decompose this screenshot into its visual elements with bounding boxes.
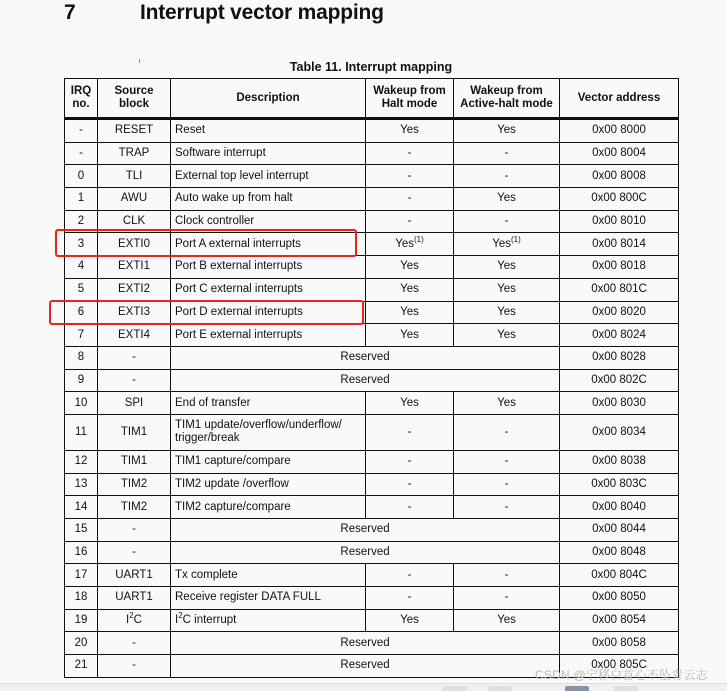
toolbar-button[interactable] [565,686,589,691]
cell-wakeup-active-halt: Yes [454,324,560,347]
cell-vector: 0x00 8034 [560,414,679,450]
cell-irq: 14 [65,496,98,519]
cell-description: Receive register DATA FULL [171,587,366,610]
cell-wakeup-halt: - [366,496,454,519]
cell-vector: 0x00 8048 [560,541,679,564]
table-row [65,210,679,233]
cell-description: TIM2 update /overflow [171,473,366,496]
cell-vector: 0x00 8028 [560,346,679,369]
section-number: 7 [64,1,76,24]
cell-source: UART1 [98,564,171,587]
cell-vector: 0x00 803C [560,473,679,496]
table-row-reserved [65,369,679,392]
cell-vector: 0x00 8024 [560,324,679,347]
cell-wakeup-active-halt: - [454,473,560,496]
cell-wakeup-halt: - [366,473,454,496]
cell-source: EXTI1 [98,256,171,279]
table-row-exti3 [65,301,679,324]
cell-vector: 0x00 8008 [560,165,679,188]
cell-reserved: Reserved [171,632,560,655]
cell-source: EXTI4 [98,324,171,347]
cell-wakeup-halt: - [366,414,454,450]
cell-description: Tx complete [171,564,366,587]
header-irq-no: IRQ no. [65,79,98,119]
cell-wakeup-halt: Yes [366,278,454,301]
table-row [65,392,679,415]
cell-source: - [98,655,171,678]
header-source-block: Source block [98,79,171,119]
table-row [65,142,679,165]
cell-irq: 15 [65,519,98,542]
table-row [65,609,679,632]
table-row [65,119,679,143]
cell-wakeup-halt: Yes [366,119,454,143]
cell-reserved: Reserved [171,369,560,392]
cell-irq: 8 [65,346,98,369]
cell-irq: 3 [65,233,98,256]
cell-vector: 0x00 8004 [560,142,679,165]
cell-irq: 4 [65,256,98,279]
table-header-row [65,79,679,119]
cell-source: RESET [98,119,171,143]
table-row [65,564,679,587]
cell-vector: 0x00 805C [560,655,679,678]
cell-irq: 17 [65,564,98,587]
cell-source: CLK [98,210,171,233]
cell-vector: 0x00 802C [560,369,679,392]
table-row-exti0 [65,233,679,256]
cell-source: UART1 [98,587,171,610]
footnote-ref: (1) [413,234,424,244]
cell-wakeup-halt: - [366,450,454,473]
header-vector-address: Vector address [560,79,679,119]
header-wakeup-active-halt: Wakeup from Active-halt mode [454,79,560,119]
cell-description: Reset [171,119,366,143]
cell-description: TIM1 update/overflow/underflow/ trigger/break [171,414,366,450]
cell-irq: 5 [65,278,98,301]
cell-description: TIM2 capture/compare [171,496,366,519]
cell-vector: 0x00 8040 [560,496,679,519]
cell-wakeup-halt: Yes [366,256,454,279]
cell-wakeup-active-halt: - [454,564,560,587]
cell-irq: 21 [65,655,98,678]
cell-source: AWU [98,188,171,211]
toolbar-button[interactable] [614,686,638,691]
cell-vector: 0x00 8000 [560,119,679,143]
table-row [65,473,679,496]
cell-wakeup-halt: Yes$^{(1)}$ [366,233,454,256]
footnote-ref: (1) [510,234,521,244]
cell-wakeup-active-halt: Yes [454,278,560,301]
cell-wakeup-active-halt: Yes [454,188,560,211]
cell-irq: 12 [65,450,98,473]
cell-description: Software interrupt [171,142,366,165]
cell-wakeup-halt: - [366,587,454,610]
cell-wakeup-active-halt: Yes [454,609,560,632]
cell-wakeup-active-halt: Yes [454,392,560,415]
cell-source: - [98,346,171,369]
table-row [65,278,679,301]
cell-source: TIM2 [98,473,171,496]
cell-vector: 0x00 804C [560,564,679,587]
cell-source: EXTI0 [98,233,171,256]
cell-vector: 0x00 8044 [560,519,679,542]
cell-description: Clock controller [171,210,366,233]
cell-wakeup-halt: - [366,142,454,165]
cell-description: External top level interrupt [171,165,366,188]
table-row-reserved [65,632,679,655]
cell-wakeup-halt: Yes [366,392,454,415]
cell-wakeup-active-halt: Yes$^{(1)}$ [454,233,560,256]
cell-irq: 1 [65,188,98,211]
cell-irq: 6 [65,301,98,324]
cell-source: TRAP [98,142,171,165]
cell-source: - [98,519,171,542]
cell-wakeup-halt: - [366,210,454,233]
table-row [65,587,679,610]
table-row [65,256,679,279]
cell-wakeup-active-halt: Yes [454,119,560,143]
cell-vector: 0x00 8018 [560,256,679,279]
cell-wakeup-active-halt: - [454,587,560,610]
cell-description: Port A external interrupts [171,233,366,256]
cell-wakeup-active-halt: - [454,414,560,450]
header-wakeup-halt: Wakeup from Halt mode [366,79,454,119]
cell-description: TIM1 capture/compare [171,450,366,473]
table-row-reserved [65,541,679,564]
cell-irq: 7 [65,324,98,347]
cell-irq: - [65,142,98,165]
cell-reserved: Reserved [171,346,560,369]
cell-wakeup-halt: Yes [366,609,454,632]
table-row [65,324,679,347]
table-caption: Table 11. Interrupt mapping [289,60,453,74]
cell-wakeup-halt: - [366,165,454,188]
cell-irq: 18 [65,587,98,610]
table-row-reserved [65,519,679,542]
cell-description: Auto wake up from halt [171,188,366,211]
cell-vector: 0x00 801C [560,278,679,301]
cell-source: $I^2C$ [98,609,171,632]
interrupt-mapping-table [64,78,679,678]
cell-vector: 0x00 8054 [560,609,679,632]
cell-vector: 0x00 8050 [560,587,679,610]
cell-wakeup-active-halt: - [454,450,560,473]
cell-vector: 0x00 8020 [560,301,679,324]
cell-source: SPI [98,392,171,415]
cell-irq: 0 [65,165,98,188]
cell-irq: 11 [65,414,98,450]
cell-description: Port C external interrupts [171,278,366,301]
cell-vector: 0x00 8030 [560,392,679,415]
cell-reserved: Reserved [171,519,560,542]
cell-description: Port D external interrupts [171,301,366,324]
cell-source: TIM1 [98,414,171,450]
cell-irq: 9 [65,369,98,392]
cell-description: $I^2C$ interrupt [171,609,366,632]
cell-irq: 19 [65,609,98,632]
cell-wakeup-halt: Yes [366,324,454,347]
cell-description: Port B external interrupts [171,256,366,279]
section-title: Interrupt vector mapping [140,1,384,24]
toolbar-button[interactable] [443,686,467,691]
cell-wakeup-halt: - [366,564,454,587]
cell-wakeup-active-halt: - [454,210,560,233]
cell-vector: 0x00 8038 [560,450,679,473]
table-row-reserved [65,346,679,369]
cell-description: Port E external interrupts [171,324,366,347]
table-row [65,188,679,211]
cell-source: TLI [98,165,171,188]
cell-wakeup-halt: Yes [366,301,454,324]
cell-irq: - [65,119,98,143]
cell-reserved: Reserved [171,655,560,678]
cell-vector: 0x00 8014 [560,233,679,256]
table-row [65,496,679,519]
cell-vector: 0x00 8010 [560,210,679,233]
cell-irq: 13 [65,473,98,496]
cell-source: - [98,369,171,392]
cell-wakeup-halt: - [366,188,454,211]
cell-source: - [98,541,171,564]
cell-reserved: Reserved [171,541,560,564]
cell-irq: 16 [65,541,98,564]
cell-vector: 0x00 800C [560,188,679,211]
cell-wakeup-active-halt: - [454,142,560,165]
header-description: Description [171,79,366,119]
cell-irq: 10 [65,392,98,415]
table-row [65,414,679,450]
cell-wakeup-active-halt: - [454,496,560,519]
toolbar-button[interactable] [488,686,512,691]
cell-wakeup-active-halt: Yes [454,301,560,324]
cell-wakeup-active-halt: - [454,165,560,188]
cell-source: EXTI3 [98,301,171,324]
cell-source: EXTI2 [98,278,171,301]
watermark: CSDN @宁移白首心不坠青云志 [535,668,708,682]
table-row [65,165,679,188]
cell-irq: 2 [65,210,98,233]
table-row [65,450,679,473]
cell-source: - [98,632,171,655]
cell-vector: 0x00 8058 [560,632,679,655]
cell-irq: 20 [65,632,98,655]
cell-description: End of transfer [171,392,366,415]
cell-source: TIM2 [98,496,171,519]
cell-source: TIM1 [98,450,171,473]
cell-wakeup-active-halt: Yes [454,256,560,279]
